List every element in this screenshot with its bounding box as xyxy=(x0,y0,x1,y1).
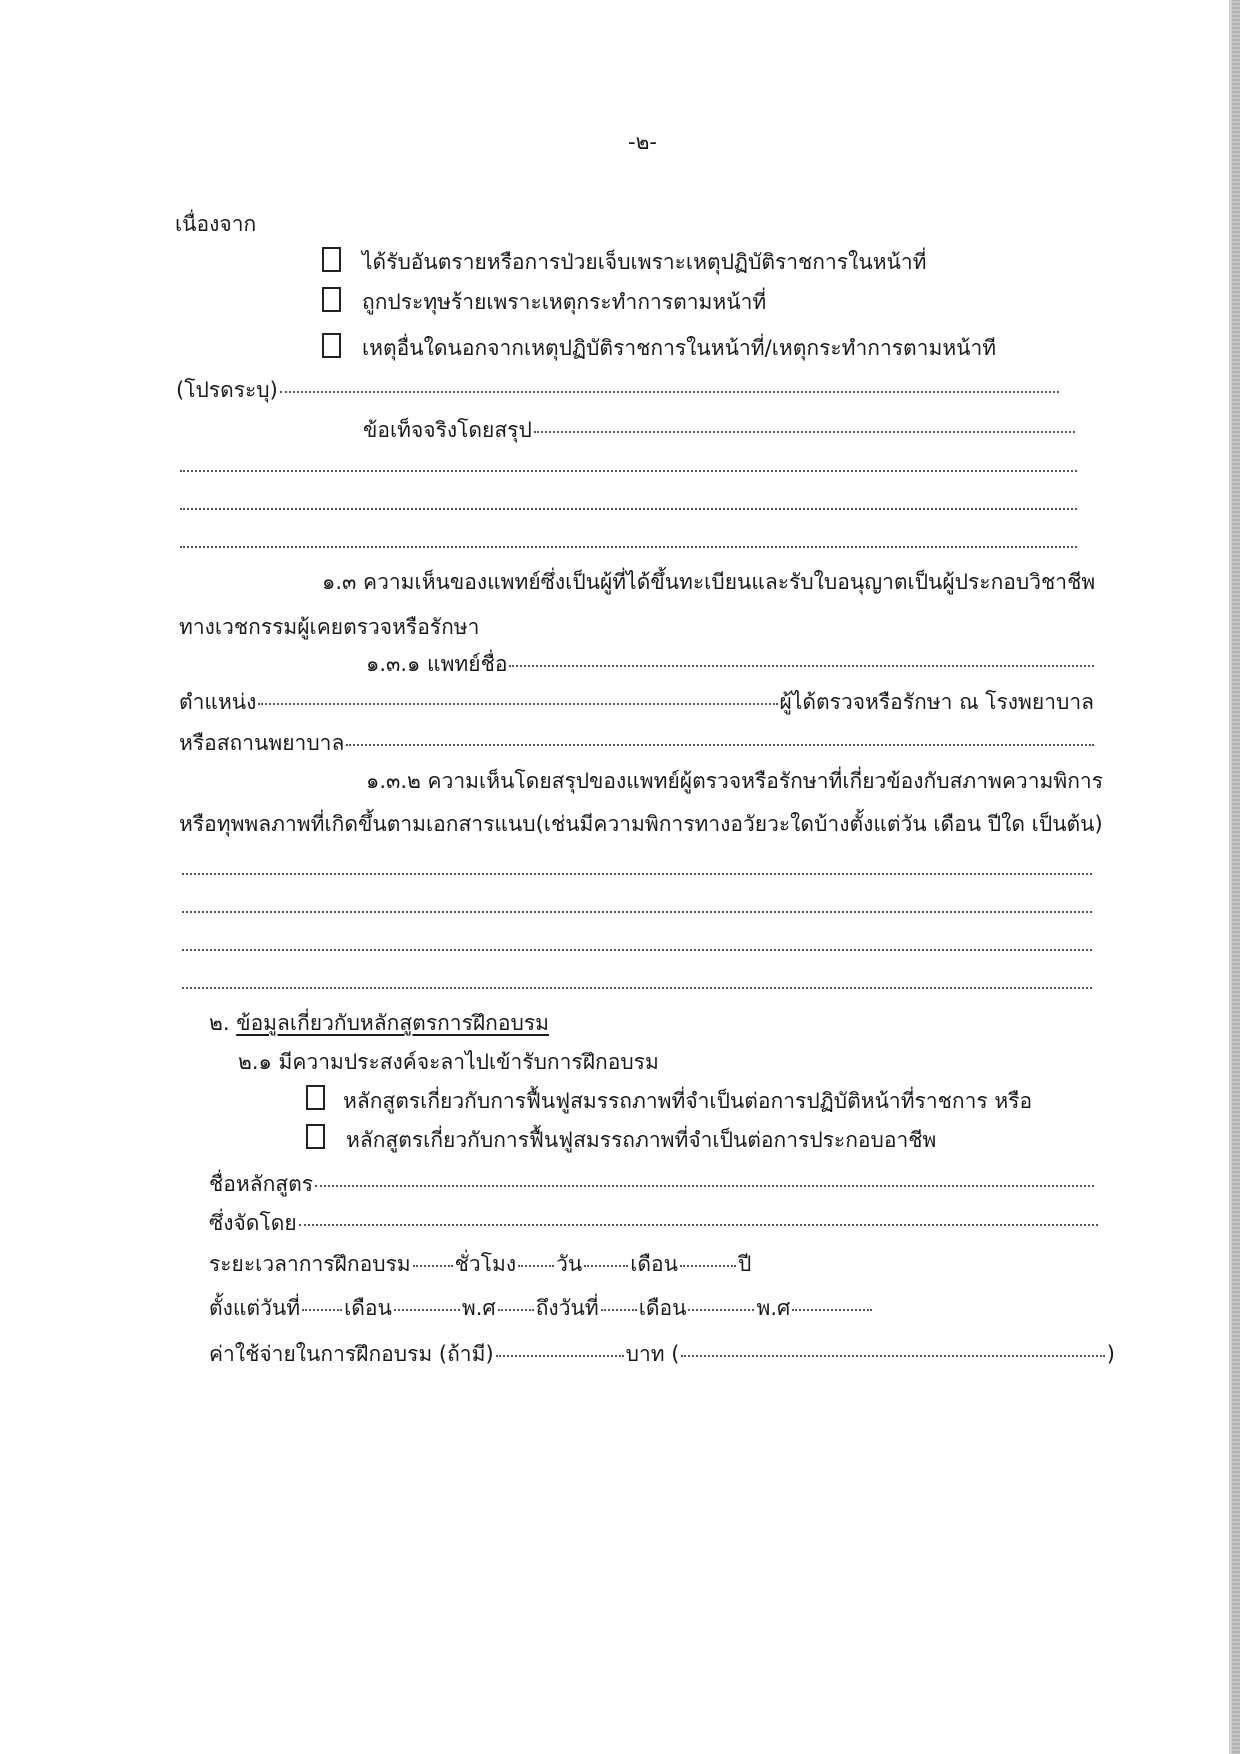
checkbox-course-occupation[interactable] xyxy=(306,1124,325,1149)
page-number: -๒- xyxy=(628,130,657,154)
to-year-field[interactable] xyxy=(792,1309,872,1311)
from-day-field[interactable] xyxy=(302,1309,342,1311)
opinion-line-1: ๑.๓.๒ ความเห็นโดยสรุปของแพทย์ผู้ตรวจหรือรักษาที่เกี่ยวข้องกับสภาพความพิการ xyxy=(366,769,1103,793)
option-duty-injury-label: ได้รับอันตรายหรือการป่วยเจ็บเพราะเหตุปฏิบัติราชการในหน้าที่ xyxy=(362,250,927,274)
facts-label: ข้อเท็จจริงโดยสรุป xyxy=(363,418,532,442)
section-1-3-line-2: ทางเวชกรรมผู้เคยตรวจหรือรักษา xyxy=(179,615,480,639)
facts-row xyxy=(363,420,1077,441)
opinion-line-2: หรือทุพพลภาพที่เกิดขึ้นตามเอกสารแนบ(เช่นมีความพิการทางอวัยวะใดบ้างตั้งแต่วัน เดือน ปีใด เป็นต้น) xyxy=(179,812,1103,836)
position-label: ตำแหน่ง xyxy=(179,690,257,714)
days-field[interactable] xyxy=(518,1265,554,1267)
facts-line-3[interactable] xyxy=(180,508,1077,510)
from-month-label: เดือน xyxy=(344,1296,392,1320)
cost-row xyxy=(209,1344,1115,1365)
from-date-label: ตั้งแต่วันที่ xyxy=(209,1296,301,1320)
course-name-field[interactable] xyxy=(315,1185,1094,1187)
from-month-field[interactable] xyxy=(394,1309,460,1311)
reason-heading: เนื่องจาก xyxy=(175,212,257,236)
cost-in-words-field[interactable] xyxy=(681,1355,1104,1357)
baht-label: บาท ( xyxy=(625,1342,680,1366)
course-civil-service-label: หลักสูตรเกี่ยวกับการฟื้นฟูสมรรถภาพที่จำเป็นต่อการปฏิบัติหน้าที่ราชการ หรือ xyxy=(343,1089,1033,1113)
opinion-line-field-2[interactable] xyxy=(182,911,1092,913)
organized-by-field[interactable] xyxy=(299,1224,1098,1226)
duration-row xyxy=(209,1252,752,1276)
clinic-field[interactable] xyxy=(346,744,1094,746)
months-label: เดือน xyxy=(630,1252,679,1276)
course-occupation-label: หลักสูตรเกี่ยวกับการฟื้นฟูสมรรถภาพที่จำเป็นต่อการประกอบอาชีพ xyxy=(346,1128,937,1152)
option-other-reason-label: เหตุอื่นใดนอกจากเหตุปฏิบัติราชการในหน้าที่/เหตุกระทำการตามหน้าที xyxy=(362,336,997,360)
organized-by-row xyxy=(209,1213,1100,1234)
from-be-label: พ.ศ xyxy=(461,1296,496,1320)
specify-field[interactable] xyxy=(280,391,1059,393)
facts-field[interactable] xyxy=(534,431,1075,433)
years-label: ปี xyxy=(738,1252,752,1276)
to-day-field[interactable] xyxy=(601,1309,637,1311)
section-2-heading-row xyxy=(209,1013,549,1034)
specify-label: (โปรดระบุ) xyxy=(176,378,278,402)
days-label: วัน xyxy=(556,1252,583,1276)
to-month-field[interactable] xyxy=(688,1309,754,1311)
section-1-3-line-1: ๑.๓ ความเห็นของแพทย์ซึ่งเป็นผู้ที่ได้ขึ้นทะเบียนและรับใบอนุญาตเป็นผู้ประกอบวิชาชีพ xyxy=(322,570,1096,594)
clinic-label: หรือสถานพยาบาล xyxy=(179,731,345,755)
course-name-label: ชื่อหลักสูตร xyxy=(209,1172,314,1196)
years-field[interactable] xyxy=(680,1265,736,1267)
facts-line-2[interactable] xyxy=(180,470,1077,472)
examined-at-hospital-label: ผู้ได้ตรวจหรือรักษา ณ โรงพยาบาล xyxy=(779,690,1094,714)
doctor-name-row xyxy=(366,654,1096,675)
checkbox-course-civil-service[interactable] xyxy=(306,1085,325,1110)
opinion-line-field-3[interactable] xyxy=(182,949,1092,951)
course-name-row xyxy=(209,1174,1096,1195)
specify-row xyxy=(176,380,1061,401)
section-2-heading: ข้อมูลเกี่ยวกับหลักสูตรการฝึกอบรม xyxy=(236,1011,549,1035)
cost-amount-field[interactable] xyxy=(496,1355,624,1357)
facts-line-4[interactable] xyxy=(180,546,1077,548)
cost-close-paren: ) xyxy=(1106,1342,1115,1366)
option-assaulted-label: ถูกประทุษร้ายเพราะเหตุกระทำการตามหน้าที่ xyxy=(362,290,767,314)
to-month-label: เดือน xyxy=(638,1296,687,1320)
section-2-number: ๒. xyxy=(209,1011,230,1035)
hours-field[interactable] xyxy=(413,1265,453,1267)
organized-by-label: ซึ่งจัดโดย xyxy=(209,1211,297,1235)
position-field[interactable] xyxy=(258,703,777,705)
checkbox-duty-injury[interactable] xyxy=(322,247,341,272)
date-range-row xyxy=(209,1298,909,1319)
to-be-label: พ.ศ xyxy=(756,1296,791,1320)
months-field[interactable] xyxy=(584,1265,628,1267)
checkbox-assaulted[interactable] xyxy=(322,287,341,312)
doctor-name-field[interactable] xyxy=(509,665,1094,667)
clinic-row xyxy=(179,733,1096,754)
to-date-label: ถึงวันที่ xyxy=(535,1296,599,1320)
position-row xyxy=(179,692,1094,713)
opinion-line-field-4[interactable] xyxy=(182,987,1092,989)
duration-label: ระยะเวลาการฝึกอบรม xyxy=(209,1252,411,1276)
from-year-field[interactable] xyxy=(498,1309,534,1311)
cost-label: ค่าใช้จ่ายในการฝึกอบรม (ถ้ามี) xyxy=(209,1342,494,1366)
section-2-1-heading: ๒.๑ มีความประสงค์จะลาไปเข้ารับการฝึกอบรม xyxy=(238,1050,659,1074)
doctor-name-label: ๑.๓.๑ แพทย์ชื่อ xyxy=(366,652,508,676)
hours-label: ชั่วโมง xyxy=(454,1252,517,1276)
checkbox-other-reason[interactable] xyxy=(322,333,341,358)
opinion-line-field-1[interactable] xyxy=(182,873,1092,875)
scan-edge xyxy=(1232,0,1240,1754)
